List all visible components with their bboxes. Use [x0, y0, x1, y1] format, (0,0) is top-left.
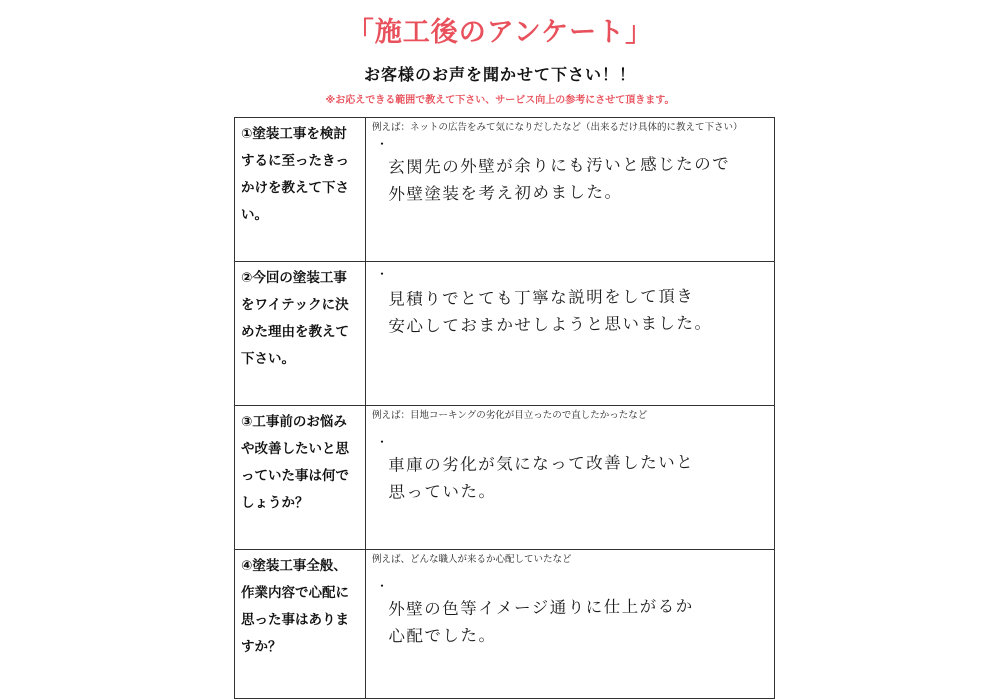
question-text-4: ④塗装工事全般、作業内容で心配に思った事はありますか？ [241, 558, 349, 655]
handwritten-answer-2 [366, 276, 775, 340]
question-cell-1 [235, 118, 366, 262]
question-text-2: ②今回の塗装工事をワイテックに決めた理由を教えて下さい。 [241, 270, 349, 367]
answer-line-4b: 心配でした。 [388, 625, 497, 646]
question-cell-3 [235, 406, 366, 550]
answer-line-4a: 外壁の色等イメージ通りに仕上がるか [388, 596, 694, 619]
answer-cell-4[interactable] [366, 550, 775, 699]
answer-line-2a: 見積りでとても丁寧な説明をして頂き [388, 286, 695, 309]
answer-line-2b: 安心しておまかせしようと思いました。 [388, 313, 713, 336]
question-text-3: ③工事前のお悩みや改善したいと思っていた事は何でしょうか？ [241, 414, 349, 511]
answer-line-1a: 玄関先の外壁が余りにも汚いと感じたので [388, 154, 731, 177]
survey-subtitle: お客様のお声を聞かせて下さい！！ [363, 65, 636, 84]
handwritten-answer-1 [366, 146, 775, 208]
handwritten-answer-4 [366, 588, 775, 650]
question-row-2 [235, 262, 775, 406]
question-row-3 [235, 406, 775, 550]
bullet-3: ・ [376, 435, 389, 449]
question-text-1: ①塗装工事を検討するに至ったきっかけを教えて下さい。 [241, 126, 349, 223]
survey-title: 「施工後のアンケート」 [346, 17, 654, 48]
handwritten-answer-3 [366, 444, 775, 506]
answer-line-3b: 思っていた。 [388, 481, 497, 502]
hint-text-3: 例えば：目地コーキングの劣化が目立ったので直したかったなど [372, 410, 648, 421]
answer-cell-1[interactable] [366, 118, 775, 262]
bullet-2: ・ [376, 267, 389, 281]
question-cell-4 [235, 550, 366, 699]
bullet-4: ・ [376, 579, 389, 593]
answer-cell-3[interactable] [366, 406, 775, 550]
survey-note: ※お応えできる範囲で教えて下さい、サービス向上の参考にさせて頂きます。 [325, 95, 675, 106]
answer-line-1b: 外壁塗装を考え初めました。 [388, 182, 623, 204]
question-cell-2 [235, 262, 366, 406]
answer-cell-2[interactable] [366, 262, 775, 406]
bullet-1: ・ [376, 137, 389, 151]
question-row-4 [235, 550, 775, 699]
survey-table [234, 117, 775, 699]
answer-line-3a: 車庫の劣化が気になって改善したいと [388, 452, 695, 475]
question-row-1 [235, 118, 775, 262]
hint-text-1: 例えば：ネットの広告をみて気になりだしたなど（出来るだけ具体的に教えて下さい） [372, 122, 743, 133]
hint-text-4: 例えば、どんな職人が来るか心配していたなど [372, 554, 572, 565]
